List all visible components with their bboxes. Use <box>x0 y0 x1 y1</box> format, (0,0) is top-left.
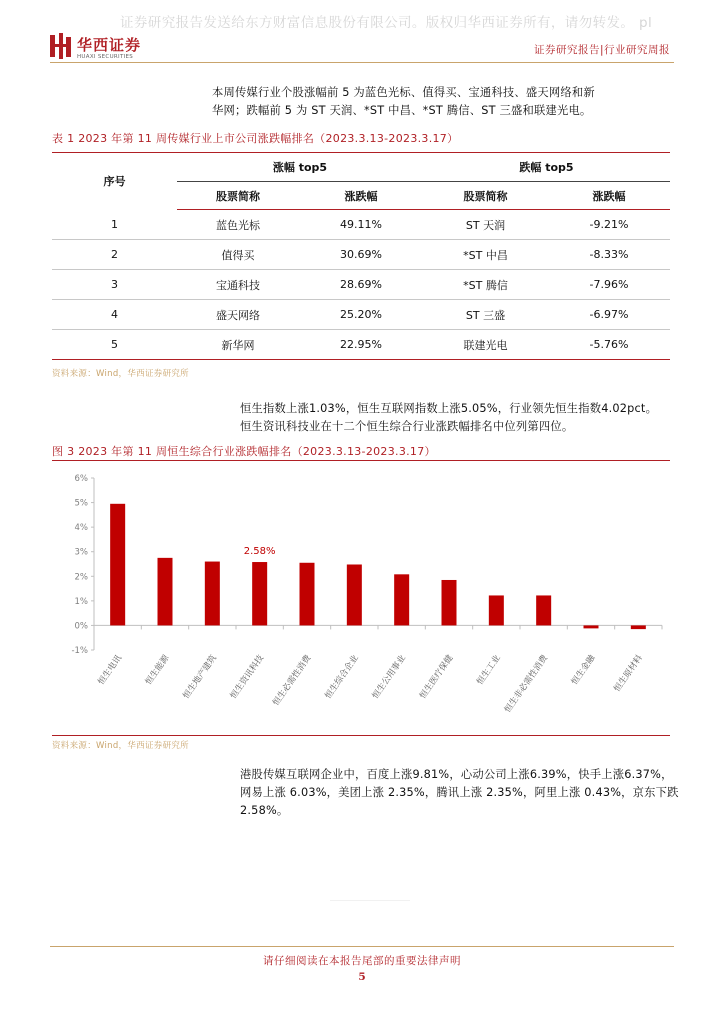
faint-divider <box>330 900 410 901</box>
gain-stock-name: 值得买 <box>177 240 299 270</box>
paragraph-1-line-1: 本周传媒行业个股涨幅前 5 为蓝色光标、值得买、宝通科技、盛天网络和新 <box>212 86 595 99</box>
paragraph-2-line-1: 恒生指数上涨1.03%，恒生互联网指数上涨5.05%，行业领先恒生指数4.02pct。 <box>240 402 658 415</box>
table-1-source: 资料来源：Wind，华西证券研究所 <box>52 369 189 379</box>
chart-bar <box>205 562 220 626</box>
bar-data-label: 2.58% <box>243 546 276 558</box>
seq-header: 序号 <box>103 175 126 189</box>
chart-bar <box>158 558 173 626</box>
gain-stock-name: 新华网 <box>177 330 299 360</box>
x-category-label: 恒生金融 <box>569 653 598 688</box>
report-type-label: 证券研究报告|行业研究周报 <box>533 44 670 56</box>
y-tick-label: 1% <box>74 596 88 607</box>
row-seq: 1 <box>52 210 177 240</box>
gain-stock-change: 28.69% <box>299 270 423 300</box>
gain-stock-name: 盛天网络 <box>177 300 299 330</box>
y-tick-label: -1% <box>71 646 88 656</box>
figure-3-source: 资料来源：Wind，华西证券研究所 <box>52 741 189 751</box>
gain-group-header: 涨幅 top5 <box>177 153 423 182</box>
loss-stock-name: *ST 中昌 <box>423 240 548 270</box>
table-row <box>52 240 670 270</box>
footer-divider <box>50 946 674 947</box>
loss-stock-name: 联建光电 <box>423 330 548 360</box>
gain-change-header: 涨跌幅 <box>299 182 423 210</box>
x-category-label: 恒生非必需性消费 <box>502 653 551 715</box>
chart-bar <box>442 580 457 625</box>
loss-stock-change: -9.21% <box>548 210 670 240</box>
row-seq: 3 <box>52 270 177 300</box>
table-row <box>52 210 670 240</box>
row-seq: 2 <box>52 240 177 270</box>
y-tick-label: 5% <box>74 498 88 509</box>
y-tick-label: 4% <box>74 523 88 534</box>
chart-bar <box>252 562 267 625</box>
chart-bar <box>347 564 362 625</box>
company-logo <box>50 33 170 63</box>
stock-ranking-table <box>52 152 670 360</box>
chart-bar <box>300 563 315 626</box>
table-1-caption: 表 1 2023 年第 11 周传媒行业上市公司涨跌幅排名（2023.3.13-2023.3.17） <box>52 132 459 145</box>
gain-stock-change: 25.20% <box>299 300 423 330</box>
loss-stock-change: -6.97% <box>548 300 670 330</box>
x-category-label: 恒生公用事业 <box>370 653 409 701</box>
paragraph-3-line-3: 2.58%。 <box>240 804 289 817</box>
loss-stock-change: -5.76% <box>548 330 670 360</box>
paragraph-3-line-2: 网易上涨 6.03%，美团上涨 2.35%，腾讯上涨 2.35%，阿里上涨 0.43%，京东下跌 <box>240 786 679 799</box>
industry-change-bar-chart <box>52 470 670 735</box>
x-category-label: 恒生综合企业 <box>323 653 361 701</box>
table-row <box>52 270 670 300</box>
x-category-label: 恒生地产建筑 <box>181 653 219 701</box>
row-seq: 4 <box>52 300 177 330</box>
footer-disclaimer: 请仔细阅读在本报告尾部的重要法律声明 <box>263 955 461 967</box>
chart-bar <box>536 595 551 625</box>
paragraph-2-line-2: 恒生资讯科技业在十二个恒生综合行业涨跌幅排名中位列第四位。 <box>240 420 574 433</box>
x-category-label: 恒生工业 <box>475 653 503 688</box>
chart-bar <box>584 625 599 628</box>
loss-group-header: 跌幅 top5 <box>423 153 670 182</box>
loss-stock-name: ST 三盛 <box>423 300 548 330</box>
table-row <box>52 330 670 360</box>
chart-bar <box>394 574 409 625</box>
loss-stock-change: -7.96% <box>548 270 670 300</box>
logo-mark-icon <box>50 33 72 59</box>
loss-stock-header: 股票简称 <box>423 182 548 210</box>
gain-stock-name: 蓝色光标 <box>177 210 299 240</box>
paragraph-1-line-2: 华网；跌幅前 5 为 ST 天润、*ST 中昌、*ST 腾信、ST 三盛和联建光电。 <box>212 104 592 117</box>
y-tick-label: 0% <box>74 621 88 632</box>
watermark-text: 证券研究报告发送给东方财富信息股份有限公司。版权归华西证券所有，请勿转发。 pl <box>120 15 653 31</box>
x-category-label: 恒生原材料 <box>612 653 645 694</box>
loss-stock-name: *ST 腾信 <box>423 270 548 300</box>
y-tick-label: 3% <box>74 547 88 558</box>
x-category-label: 恒生医疗保健 <box>418 653 456 701</box>
gain-stock-change: 49.11% <box>299 210 423 240</box>
x-category-label: 恒生资讯科技 <box>228 653 267 701</box>
chart-bar <box>631 625 646 629</box>
x-category-label: 恒生电讯 <box>96 653 125 688</box>
chart-bar <box>489 595 504 625</box>
page-number: 5 <box>358 971 366 983</box>
loss-stock-name: ST 天润 <box>423 210 548 240</box>
x-category-label: 恒生能源 <box>143 653 172 688</box>
loss-change-header: 涨跌幅 <box>548 182 670 210</box>
gain-stock-header: 股票简称 <box>177 182 299 210</box>
figure-3-bottom-rule <box>52 735 670 736</box>
loss-stock-change: -8.33% <box>548 240 670 270</box>
y-tick-label: 2% <box>74 572 88 583</box>
y-tick-label: 6% <box>74 474 88 484</box>
header-divider <box>50 62 674 63</box>
figure-3-top-rule <box>52 460 670 461</box>
x-category-label: 恒生必需性消费 <box>271 653 314 708</box>
gain-stock-change: 30.69% <box>299 240 423 270</box>
gain-stock-change: 22.95% <box>299 330 423 360</box>
gain-stock-name: 宝通科技 <box>177 270 299 300</box>
logo-name-en: HUAXI SECURITIES <box>77 54 134 60</box>
paragraph-3-line-1: 港股传媒互联网企业中，百度上涨9.81%，心动公司上涨6.39%，快手上涨6.37%， <box>240 768 673 781</box>
chart-bar <box>110 504 125 626</box>
figure-3-caption: 图 3 2023 年第 11 周恒生综合行业涨跌幅排名（2023.3.13-2023.3.17） <box>52 445 436 458</box>
row-seq: 5 <box>52 330 177 360</box>
table-row <box>52 300 670 330</box>
logo-name-cn: 华西证券 <box>77 36 142 54</box>
